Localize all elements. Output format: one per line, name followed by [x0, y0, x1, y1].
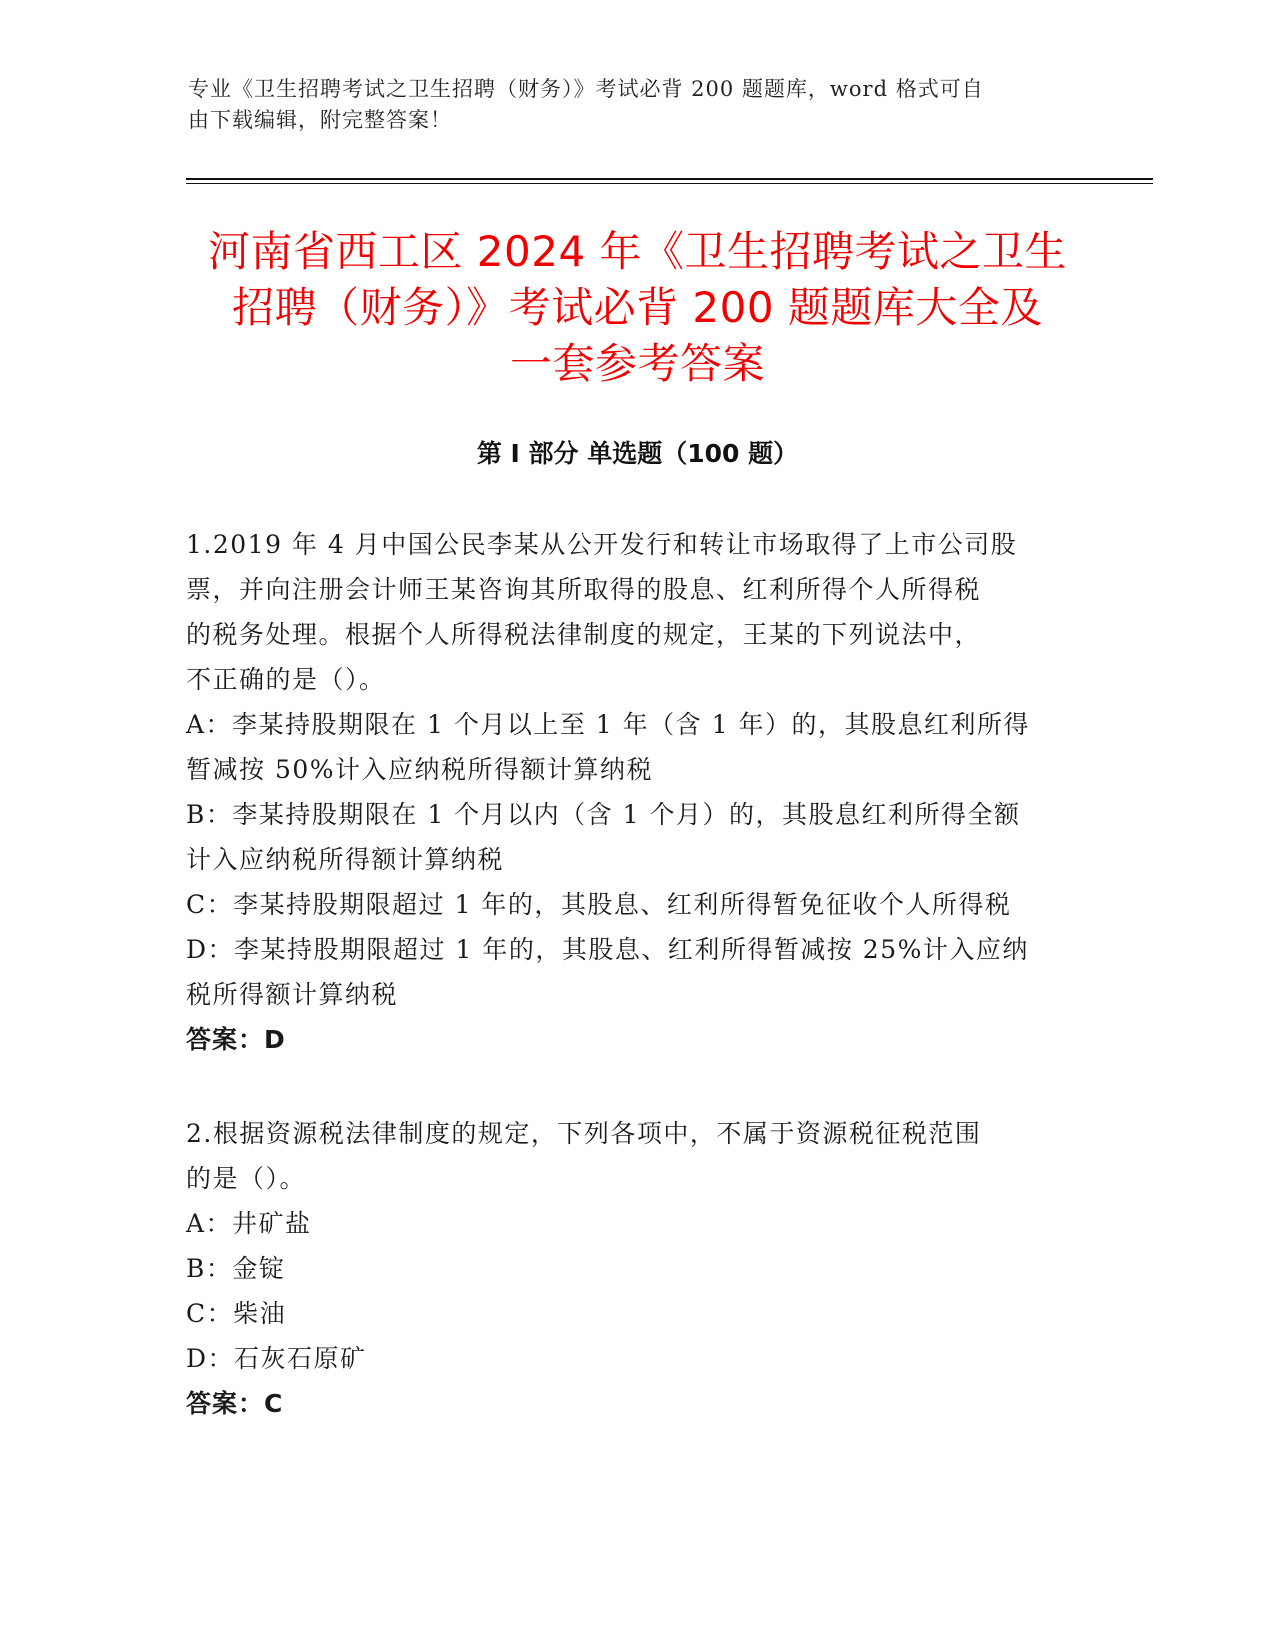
title-line: 一套参考答案	[509, 339, 765, 388]
header-divider	[186, 178, 1153, 180]
option-line: 税所得额计算纳税	[186, 980, 399, 1009]
option-b	[186, 1246, 1066, 1291]
option-line: B：金锭	[186, 1254, 286, 1283]
question-stem-line: 不正确的是（）。	[186, 665, 386, 694]
question-stem-line: 2.根据资源税法律制度的规定，下列各项中，不属于资源税征税范围	[186, 1119, 982, 1148]
option-a	[186, 702, 1066, 792]
option-line: 暂减按 50%计入应纳税所得额计算纳税	[186, 755, 654, 784]
option-c	[186, 882, 1066, 927]
question-2	[186, 1111, 1066, 1426]
option-d	[186, 927, 1066, 1017]
option-line: C：柴油	[186, 1299, 287, 1328]
header-note	[188, 74, 1088, 136]
option-a	[186, 1201, 1066, 1246]
option-line: C：李某持股期限超过 1 年的，其股息、红利所得暂免征收个人所得税	[186, 890, 1012, 919]
option-line: 计入应纳税所得额计算纳税	[186, 845, 505, 874]
question-1	[186, 522, 1066, 1062]
option-line: B：李某持股期限在 1 个月以内（含 1 个月）的，其股息红利所得全额	[186, 800, 1021, 829]
option-line: A：李某持股期限在 1 个月以上至 1 年（含 1 年）的，其股息红利所得	[186, 710, 1030, 739]
answer-label: 答案：C	[186, 1389, 284, 1418]
section-heading: 第 I 部分 单选题（100 题）	[476, 439, 799, 468]
header-note-line: 由下载编辑，附完整答案！	[188, 108, 452, 132]
option-line: A：井矿盐	[186, 1209, 312, 1238]
question-stem-line: 的是（）。	[186, 1164, 307, 1193]
question-stem-line: 的税务处理。根据个人所得税法律制度的规定，王某的下列说法中，	[186, 620, 982, 649]
option-c	[186, 1291, 1066, 1336]
title-line: 河南省西工区 2024 年《卫生招聘考试之卫生	[207, 227, 1068, 276]
question-stem-line: 票，并向注册会计师王某咨询其所取得的股息、红利所得个人所得税	[186, 575, 982, 604]
option-line: D：李某持股期限超过 1 年的，其股息、红利所得暂减按 25%计入应纳	[186, 935, 1029, 964]
question-stem-line: 1.2019 年 4 月中国公民李某从公开发行和转让市场取得了上市公司股	[186, 530, 1018, 559]
answer-label: 答案：D	[186, 1025, 286, 1054]
option-b	[186, 792, 1066, 882]
header-note-line: 专业《卫生招聘考试之卫生招聘（财务）》考试必背 200 题题库，word 格式可自	[188, 77, 984, 101]
title-line: 招聘（财务）》考试必背 200 题题库大全及	[232, 283, 1043, 332]
document-title	[170, 224, 1105, 392]
option-d	[186, 1336, 1066, 1381]
header-divider-thin	[186, 183, 1153, 184]
option-line: D：石灰石原矿	[186, 1344, 367, 1373]
